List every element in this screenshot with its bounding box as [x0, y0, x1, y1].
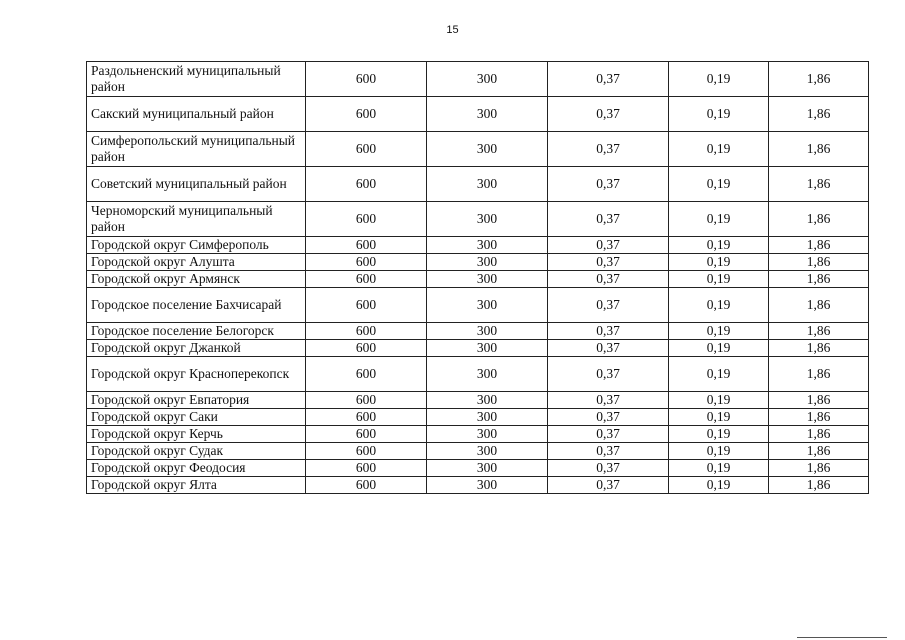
value-cell: 0,19: [669, 167, 769, 202]
value-cell: 600: [306, 132, 427, 167]
value-cell: 300: [427, 237, 548, 254]
municipality-name: Городской округ Судак: [87, 443, 306, 460]
value-cell: 1,86: [769, 477, 869, 494]
value-cell: 0,37: [548, 392, 669, 409]
value-cell: 0,37: [548, 132, 669, 167]
value-cell: 300: [427, 323, 548, 340]
value-cell: 0,37: [548, 167, 669, 202]
municipality-name: Городской округ Алушта: [87, 254, 306, 271]
value-cell: 600: [306, 409, 427, 426]
table-row: [87, 288, 869, 323]
value-cell: 1,86: [769, 97, 869, 132]
value-cell: 1,86: [769, 357, 869, 392]
value-cell: 1,86: [769, 392, 869, 409]
value-cell: 1,86: [769, 62, 869, 97]
value-cell: 0,19: [669, 237, 769, 254]
value-cell: 300: [427, 426, 548, 443]
table-row: [87, 132, 869, 167]
value-cell: 600: [306, 340, 427, 357]
value-cell: 0,19: [669, 340, 769, 357]
table-row: [87, 254, 869, 271]
table-row: [87, 477, 869, 494]
municipality-name: Городской округ Феодосия: [87, 460, 306, 477]
value-cell: 300: [427, 97, 548, 132]
value-cell: 0,37: [548, 409, 669, 426]
municipality-name: Городское поселение Бахчисарай: [87, 288, 306, 323]
value-cell: 1,86: [769, 340, 869, 357]
data-table: [86, 61, 869, 494]
municipality-name: Городской округ Симферополь: [87, 237, 306, 254]
value-cell: 1,86: [769, 323, 869, 340]
municipality-name: Городской округ Саки: [87, 409, 306, 426]
value-cell: 0,37: [548, 340, 669, 357]
value-cell: 0,19: [669, 62, 769, 97]
value-cell: 600: [306, 426, 427, 443]
table-row: [87, 460, 869, 477]
value-cell: 600: [306, 97, 427, 132]
value-cell: 300: [427, 62, 548, 97]
value-cell: 0,19: [669, 426, 769, 443]
value-cell: 0,19: [669, 97, 769, 132]
value-cell: 0,19: [669, 357, 769, 392]
municipality-name: Раздольненский муниципальный район: [87, 62, 306, 97]
value-cell: 0,19: [669, 443, 769, 460]
value-cell: 0,37: [548, 288, 669, 323]
table-row: [87, 271, 869, 288]
value-cell: 0,37: [548, 202, 669, 237]
value-cell: 600: [306, 392, 427, 409]
value-cell: 0,37: [548, 357, 669, 392]
value-cell: 600: [306, 323, 427, 340]
value-cell: 0,19: [669, 254, 769, 271]
value-cell: 0,19: [669, 392, 769, 409]
table-row: [87, 62, 869, 97]
municipality-name: Симферопольский муниципальный район: [87, 132, 306, 167]
table-row: [87, 443, 869, 460]
value-cell: 300: [427, 409, 548, 426]
municipality-name: Городской округ Ялта: [87, 477, 306, 494]
scan-edge-line: [797, 637, 887, 638]
table-row: [87, 340, 869, 357]
value-cell: 1,86: [769, 202, 869, 237]
value-cell: 300: [427, 357, 548, 392]
value-cell: 0,19: [669, 477, 769, 494]
value-cell: 0,19: [669, 323, 769, 340]
value-cell: 0,19: [669, 202, 769, 237]
value-cell: 300: [427, 254, 548, 271]
value-cell: 0,19: [669, 288, 769, 323]
value-cell: 1,86: [769, 167, 869, 202]
value-cell: 1,86: [769, 288, 869, 323]
municipality-name: Черноморский муниципальный район: [87, 202, 306, 237]
value-cell: 0,37: [548, 426, 669, 443]
value-cell: 300: [427, 477, 548, 494]
table-row: [87, 357, 869, 392]
value-cell: 0,19: [669, 271, 769, 288]
municipality-name: Городской округ Керчь: [87, 426, 306, 443]
value-cell: 1,86: [769, 460, 869, 477]
value-cell: 600: [306, 167, 427, 202]
table-row: [87, 237, 869, 254]
value-cell: 0,37: [548, 254, 669, 271]
value-cell: 300: [427, 460, 548, 477]
value-cell: 600: [306, 288, 427, 323]
value-cell: 0,37: [548, 323, 669, 340]
value-cell: 0,37: [548, 62, 669, 97]
value-cell: 1,86: [769, 443, 869, 460]
value-cell: 300: [427, 340, 548, 357]
value-cell: 300: [427, 132, 548, 167]
value-cell: 600: [306, 357, 427, 392]
value-cell: 600: [306, 202, 427, 237]
value-cell: 600: [306, 477, 427, 494]
value-cell: 600: [306, 443, 427, 460]
value-cell: 0,37: [548, 271, 669, 288]
value-cell: 300: [427, 443, 548, 460]
table-row: [87, 409, 869, 426]
value-cell: 1,86: [769, 271, 869, 288]
municipality-name: Городское поселение Белогорск: [87, 323, 306, 340]
table-row: [87, 202, 869, 237]
municipality-name: Городской округ Евпатория: [87, 392, 306, 409]
value-cell: 0,19: [669, 132, 769, 167]
value-cell: 300: [427, 288, 548, 323]
municipality-name: Городской округ Джанкой: [87, 340, 306, 357]
value-cell: 0,37: [548, 443, 669, 460]
table-row: [87, 392, 869, 409]
value-cell: 1,86: [769, 409, 869, 426]
value-cell: 0,37: [548, 460, 669, 477]
value-cell: 0,37: [548, 237, 669, 254]
value-cell: 0,37: [548, 97, 669, 132]
value-cell: 1,86: [769, 254, 869, 271]
municipality-name: Сакский муниципальный район: [87, 97, 306, 132]
value-cell: 1,86: [769, 237, 869, 254]
value-cell: 1,86: [769, 132, 869, 167]
value-cell: 0,19: [669, 409, 769, 426]
value-cell: 0,19: [669, 460, 769, 477]
value-cell: 1,86: [769, 426, 869, 443]
value-cell: 0,37: [548, 477, 669, 494]
value-cell: 600: [306, 62, 427, 97]
value-cell: 600: [306, 237, 427, 254]
municipality-name: Городской округ Армянск: [87, 271, 306, 288]
value-cell: 600: [306, 271, 427, 288]
municipality-name: Советский муниципальный район: [87, 167, 306, 202]
table-row: [87, 97, 869, 132]
value-cell: 300: [427, 392, 548, 409]
value-cell: 300: [427, 202, 548, 237]
table-row: [87, 323, 869, 340]
municipality-name: Городской округ Красноперекопск: [87, 357, 306, 392]
table-row: [87, 426, 869, 443]
value-cell: 600: [306, 460, 427, 477]
page-number: 15: [446, 24, 459, 36]
table-row: [87, 167, 869, 202]
value-cell: 300: [427, 271, 548, 288]
value-cell: 600: [306, 254, 427, 271]
value-cell: 300: [427, 167, 548, 202]
